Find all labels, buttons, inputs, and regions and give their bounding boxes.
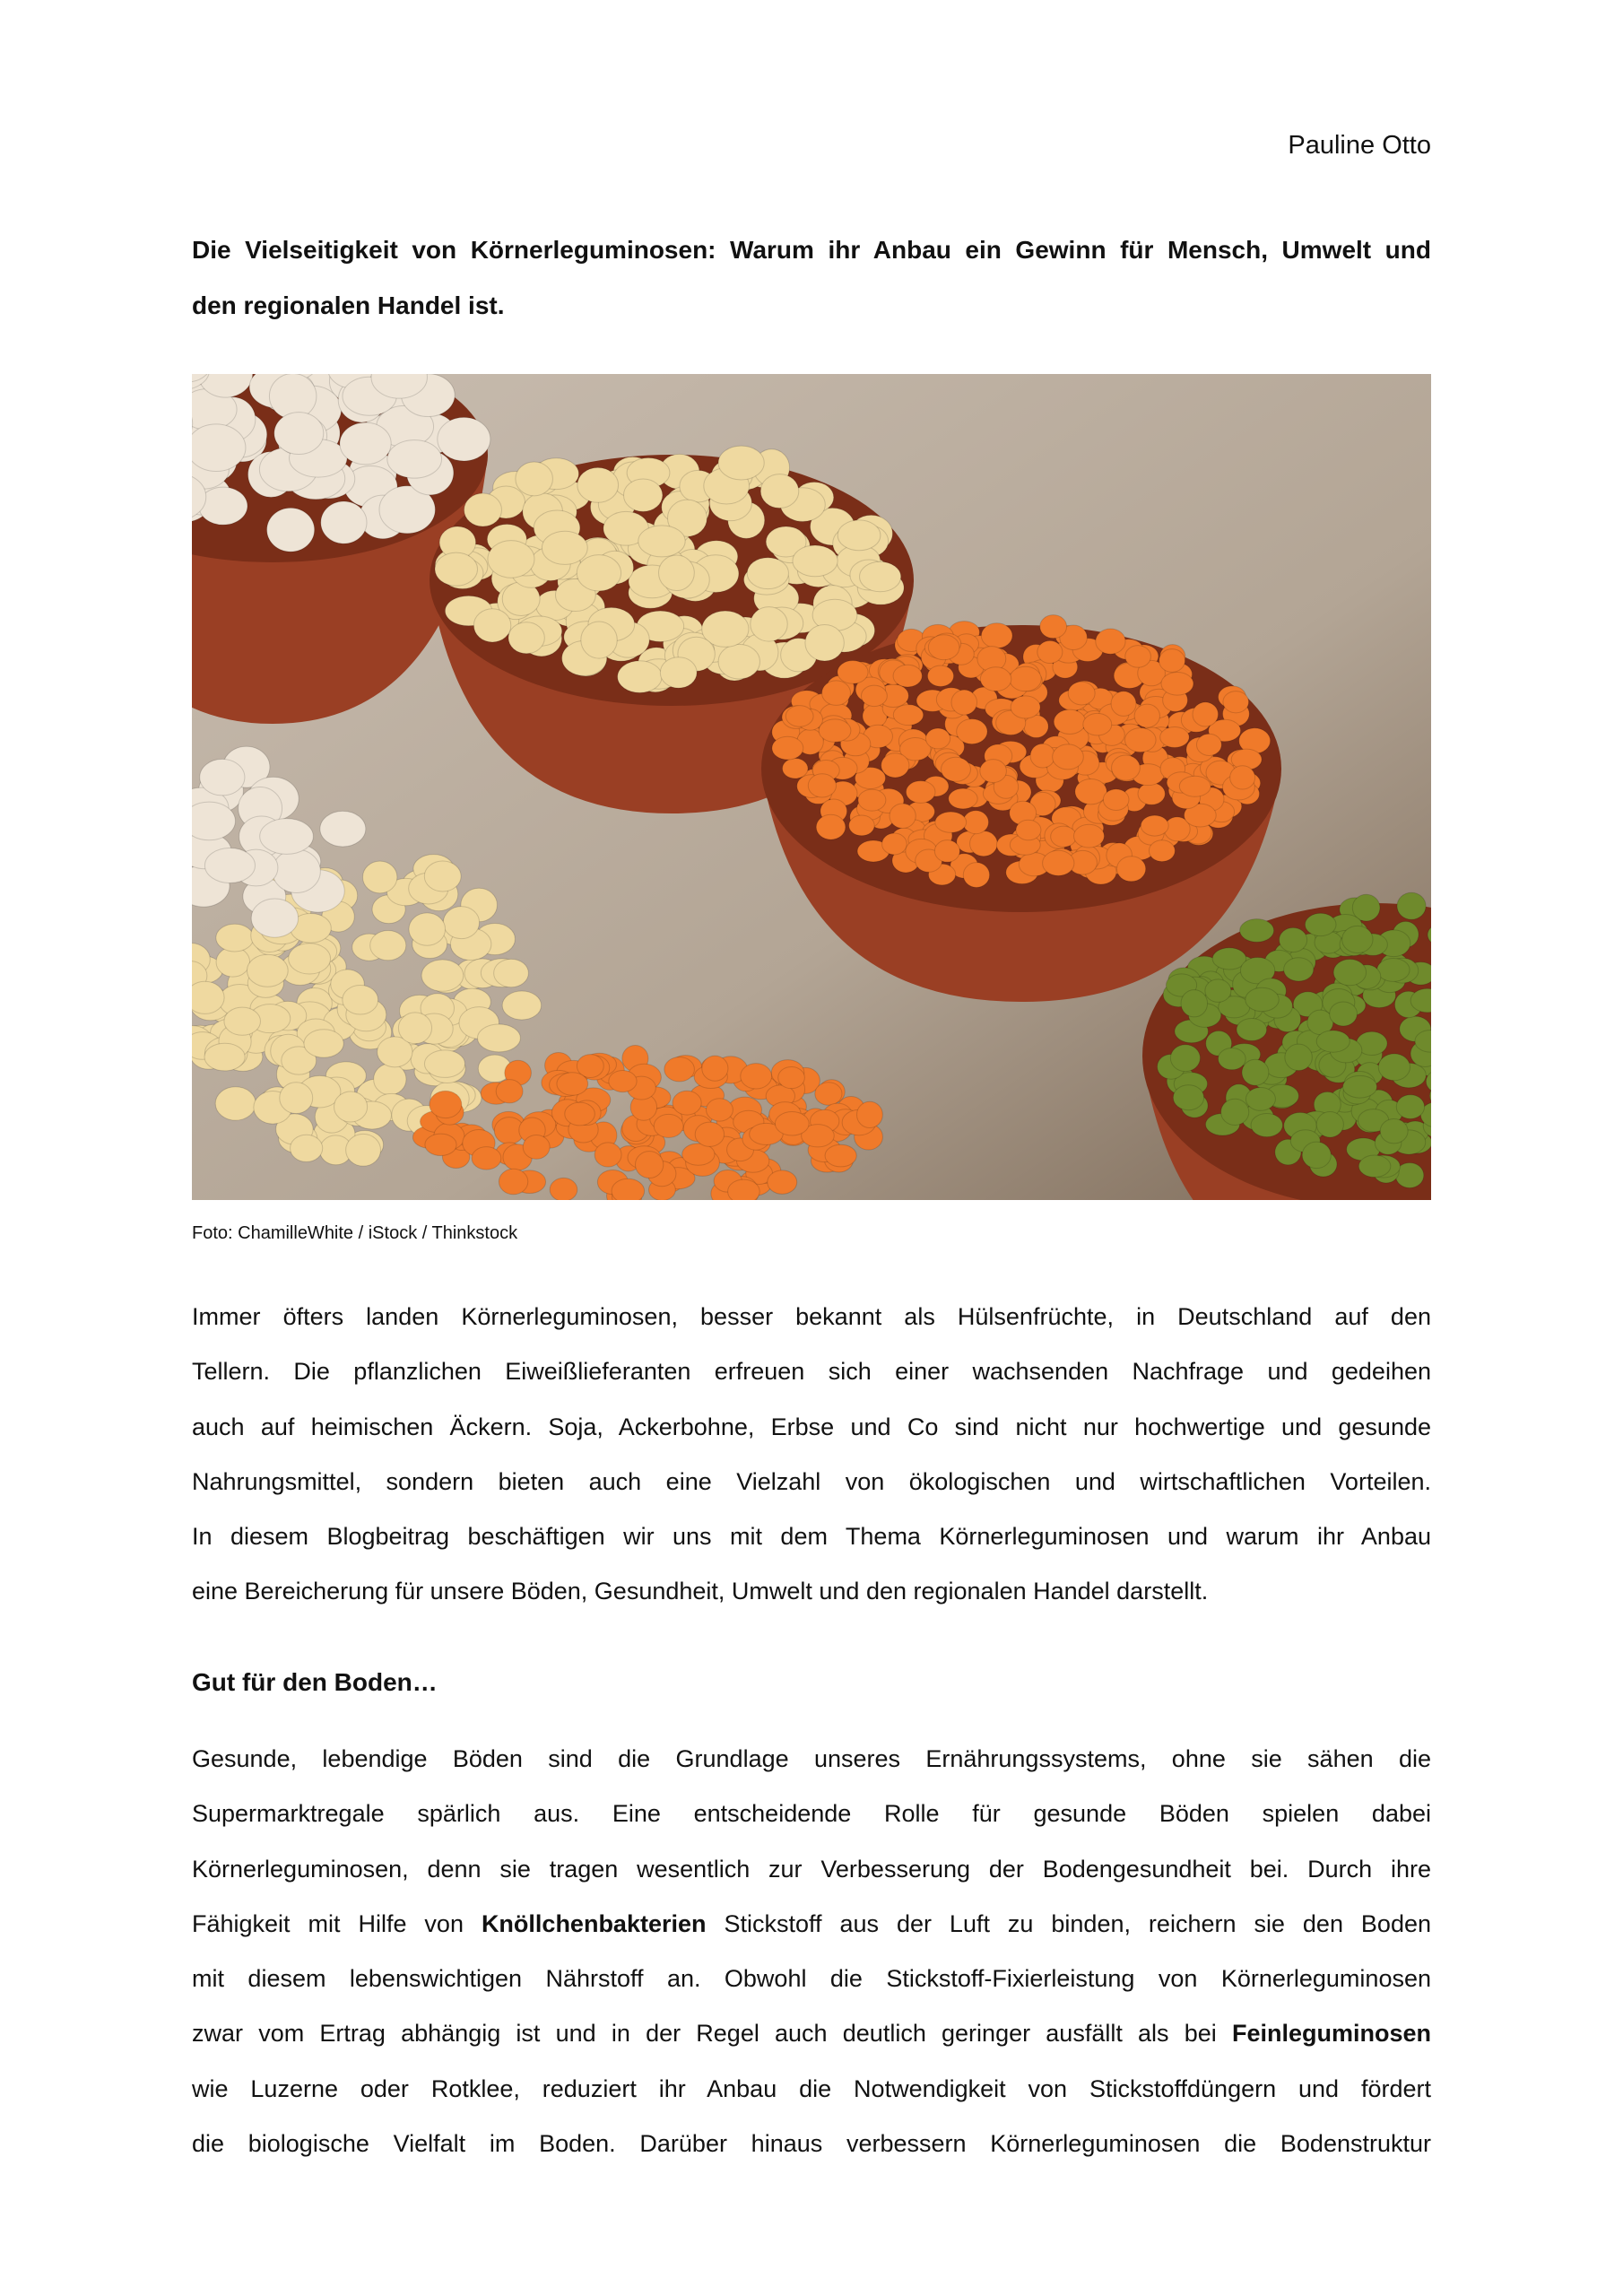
text-line: In diesem Blogbeitrag beschäftigen wir uns mit dem Thema Körnerleguminosen und warum ihr Anbau [192,1523,1431,1551]
bean [1181,990,1208,1017]
bean [1103,789,1129,811]
bean [1173,1085,1203,1110]
bean [251,899,298,937]
bean [1378,1054,1410,1081]
bean [980,667,1011,691]
bean [424,1050,464,1078]
title-line: Die Vielseitigkeit von Körnerleguminosen: Warum ihr Anbau ein Gewinn für Mensch, Umwelt und [192,236,1431,264]
bean [1342,926,1373,952]
article-title [192,222,1431,334]
bean [1083,713,1112,735]
bean [1051,826,1077,847]
bean [609,1070,637,1091]
bean [760,474,799,509]
bean [785,706,813,727]
bean [1218,1048,1245,1070]
text-line: mit diesem lebenswichtigen Nährstoff an. Obwohl die Stickstoff-Fixierleistung von Körnerleguminosen [192,1965,1431,1993]
bean [215,1087,256,1120]
bean [1074,824,1105,848]
bean [192,981,224,1013]
bean [216,924,254,952]
bean [981,623,1012,648]
bean [199,487,247,525]
bean [1316,1031,1350,1052]
bean [1016,820,1041,840]
bean [695,1122,724,1146]
bean [523,1135,550,1159]
bean [636,1152,664,1178]
bean [816,814,846,839]
bean [1010,666,1041,691]
text-line: eine Bereicherung für unsere Böden, Gesundheit, Umwelt und den regionalen Handel darstellt. [192,1578,1209,1605]
bean [664,1057,695,1082]
section-heading: Gut für den Boden… [192,1668,438,1696]
bean [550,1178,577,1200]
bean [1125,728,1157,752]
bean [247,954,288,987]
bean [557,1073,588,1096]
bean [516,462,553,496]
bean [1196,734,1221,755]
bean [925,728,950,749]
bean [718,644,759,679]
bean [443,907,479,939]
bean [702,1056,728,1081]
author-name: Pauline Otto [1288,131,1431,160]
bean [1075,778,1107,804]
bean [1245,1088,1275,1111]
bean [1138,783,1165,804]
bean [274,413,324,455]
bean [1068,682,1095,705]
bean [1205,979,1231,1002]
bean [204,1043,245,1071]
bean [204,848,255,883]
bean [1125,646,1151,667]
bold-term-feinleguminosen: Feinleguminosen [1231,2020,1431,2048]
bean [673,1091,701,1115]
bean [1302,1142,1331,1168]
bean [838,661,868,684]
bean [1170,1045,1200,1072]
bean [1053,744,1084,770]
bean [200,759,245,796]
bean [1330,1002,1358,1026]
bean [949,788,977,809]
bean [819,719,851,743]
bean [508,622,544,654]
bean [1280,927,1307,952]
bean [1179,776,1211,796]
bean [1193,702,1219,726]
bean [1305,913,1336,935]
bean [387,440,442,479]
text-segment: zwar vom Ertrag abhängig ist und in der Regel auch deutlich geringer ausfällt als bei [192,2020,1232,2048]
legumes-illustration [192,374,1431,1200]
bean [963,863,989,888]
bean [822,681,851,706]
text-line: Supermarktregale spärlich aus. Eine entscheidende Rolle für gesunde Böden spielen dabei [192,1800,1431,1828]
bean [782,759,808,779]
text-line: auch auf heimischen Äckern. Soja, Ackerbohne, Erbse und Co sind nicht nur hochwertige und gesunde [192,1413,1431,1440]
bean [269,374,316,419]
bean [860,561,901,591]
bean [1377,958,1410,981]
bean [430,1091,462,1118]
bean [623,479,662,511]
bean [857,1101,883,1127]
bean [1149,840,1175,862]
bean [768,1170,797,1194]
text-line: Gesunde, lebendige Böden sind die Grundlage unseres Ernährungssystems, ohne sie sähen die [192,1745,1431,1772]
bean [942,757,971,781]
bean [425,1134,456,1155]
legumes-photo [192,374,1431,1200]
bean [793,545,838,577]
title-line: den regionalen Handel ist. [192,291,505,319]
bean [881,753,909,778]
bean [1134,704,1159,727]
bean [577,467,619,502]
bean [772,736,803,760]
bean [398,1013,431,1044]
bean [775,1112,809,1135]
bean [747,558,788,589]
bean [1111,691,1136,717]
bean [838,520,881,551]
bean [1397,892,1426,919]
bean [343,985,378,1014]
bean [340,422,391,465]
bean [1396,1095,1424,1119]
text-line: wie Luzerne oder Rotklee, reduziert ihr Anbau die Notwendigkeit von Stickstoffdüngern und fördert [192,2074,1431,2102]
bean [502,991,541,1020]
bean [778,1066,805,1088]
text-line: Tellern. Die pflanzlichen Eiweißlieferanten erfreuen sich einer wachsenden Nachfrage und gedeihen [192,1358,1431,1386]
bean [267,508,315,552]
bean [849,815,875,836]
bean [321,501,367,544]
bean [1011,696,1040,718]
bean [1141,815,1168,836]
text-line: Körnerleguminosen, denn sie tragen wesentlich zur Verbesserung der Bodengesundheit bei. Durch ihre [192,1855,1431,1883]
bean [424,861,461,891]
bean [638,526,685,557]
bean [1380,1118,1408,1143]
bean [273,849,321,892]
bean [565,1102,595,1126]
text-line: Immer öfters landen Körnerleguminosen, besser bekannt als Hülsenfrüchte, in Deutschland auf den [192,1303,1431,1330]
bean [707,1099,733,1121]
bold-term-knoellchenbakterien: Knöllchenbakterien [481,1909,707,1937]
bean [861,685,887,706]
bean [963,811,988,834]
bean [304,1030,343,1057]
bean [660,657,697,688]
bean [1096,629,1125,654]
bean [1333,960,1366,986]
bean [1112,755,1141,780]
bean [334,1091,368,1122]
text-line [192,1897,1431,1952]
bean [224,1007,261,1035]
bean [409,913,446,945]
bean [951,690,977,715]
bean [346,1134,381,1166]
bean [934,840,959,863]
bean [496,1080,523,1103]
bean [1230,766,1255,789]
bean [494,959,529,987]
bean [464,493,502,526]
bean [595,1143,621,1167]
bean [1030,744,1055,768]
bean [612,1178,645,1200]
text-line: die biologische Vielfalt im Boden. Darüber hinaus verbessern Körnerleguminosen die Bodenstruktur [192,2130,1431,2158]
bean [815,1083,842,1106]
bean [1160,726,1189,747]
bean [1245,987,1279,1011]
bean [618,661,662,693]
bean [858,789,886,811]
bean [362,861,396,893]
bean [1242,1059,1269,1085]
bean [893,665,922,687]
bean [1358,1155,1391,1178]
bean [1316,1111,1343,1137]
bean [1043,850,1074,875]
bean [542,531,587,564]
bean [438,417,490,461]
bean [499,1169,527,1194]
bean [1223,691,1249,713]
bean [291,1135,323,1161]
bean [472,1147,501,1170]
bean [980,760,1007,783]
bean [935,812,967,832]
bean [488,541,534,578]
bean [1240,919,1274,943]
text-segment: Stickstoff aus der Luft zu binden, reichern sie den Boden [706,1909,1431,1937]
bean [370,930,406,960]
text-segment: Fähigkeit mit Hilfe von [192,1909,482,1937]
bean [289,944,331,974]
bean [728,1179,760,1200]
bean [1251,1113,1282,1136]
intro-paragraph [192,1290,1431,1620]
bean [1117,857,1146,882]
bean [741,1064,772,1089]
bean [577,555,621,591]
bean [192,424,246,472]
bean [659,555,695,591]
bean [473,609,510,642]
bean [906,781,935,804]
bean [1221,1099,1249,1125]
bean [1161,672,1193,695]
bean [970,831,998,856]
bean [435,552,477,586]
bean [1037,640,1063,663]
bean [581,622,617,658]
bean [260,819,314,855]
bean [718,446,764,480]
bean [1054,709,1086,734]
bean [421,960,464,991]
bean [280,1083,313,1114]
bean [882,833,907,855]
bean [1040,615,1067,639]
bean [890,804,916,829]
bean [805,625,844,662]
bean [1284,958,1314,981]
soil-paragraph [192,1732,1431,2171]
bean [808,774,836,797]
bean [1237,1018,1267,1040]
bean [654,1114,683,1137]
bean [927,665,953,686]
bean [374,1064,406,1095]
bean [320,811,366,847]
bean [1285,1044,1313,1070]
bean [1159,649,1185,673]
photo-caption: Foto: ChamilleWhite / iStock / Thinkstock [192,1223,518,1243]
bean [957,719,987,744]
bean [1343,1075,1377,1098]
bean [751,607,787,642]
text-line [192,2006,1431,2061]
bean [825,1144,856,1167]
text-line: Nahrungsmittel, sondern bieten auch eine Vielzahl von ökologischen und wirtschaftlichen Vorteilen. [192,1467,1431,1495]
bean [928,635,959,660]
bean [477,1024,520,1052]
bean [893,705,923,726]
